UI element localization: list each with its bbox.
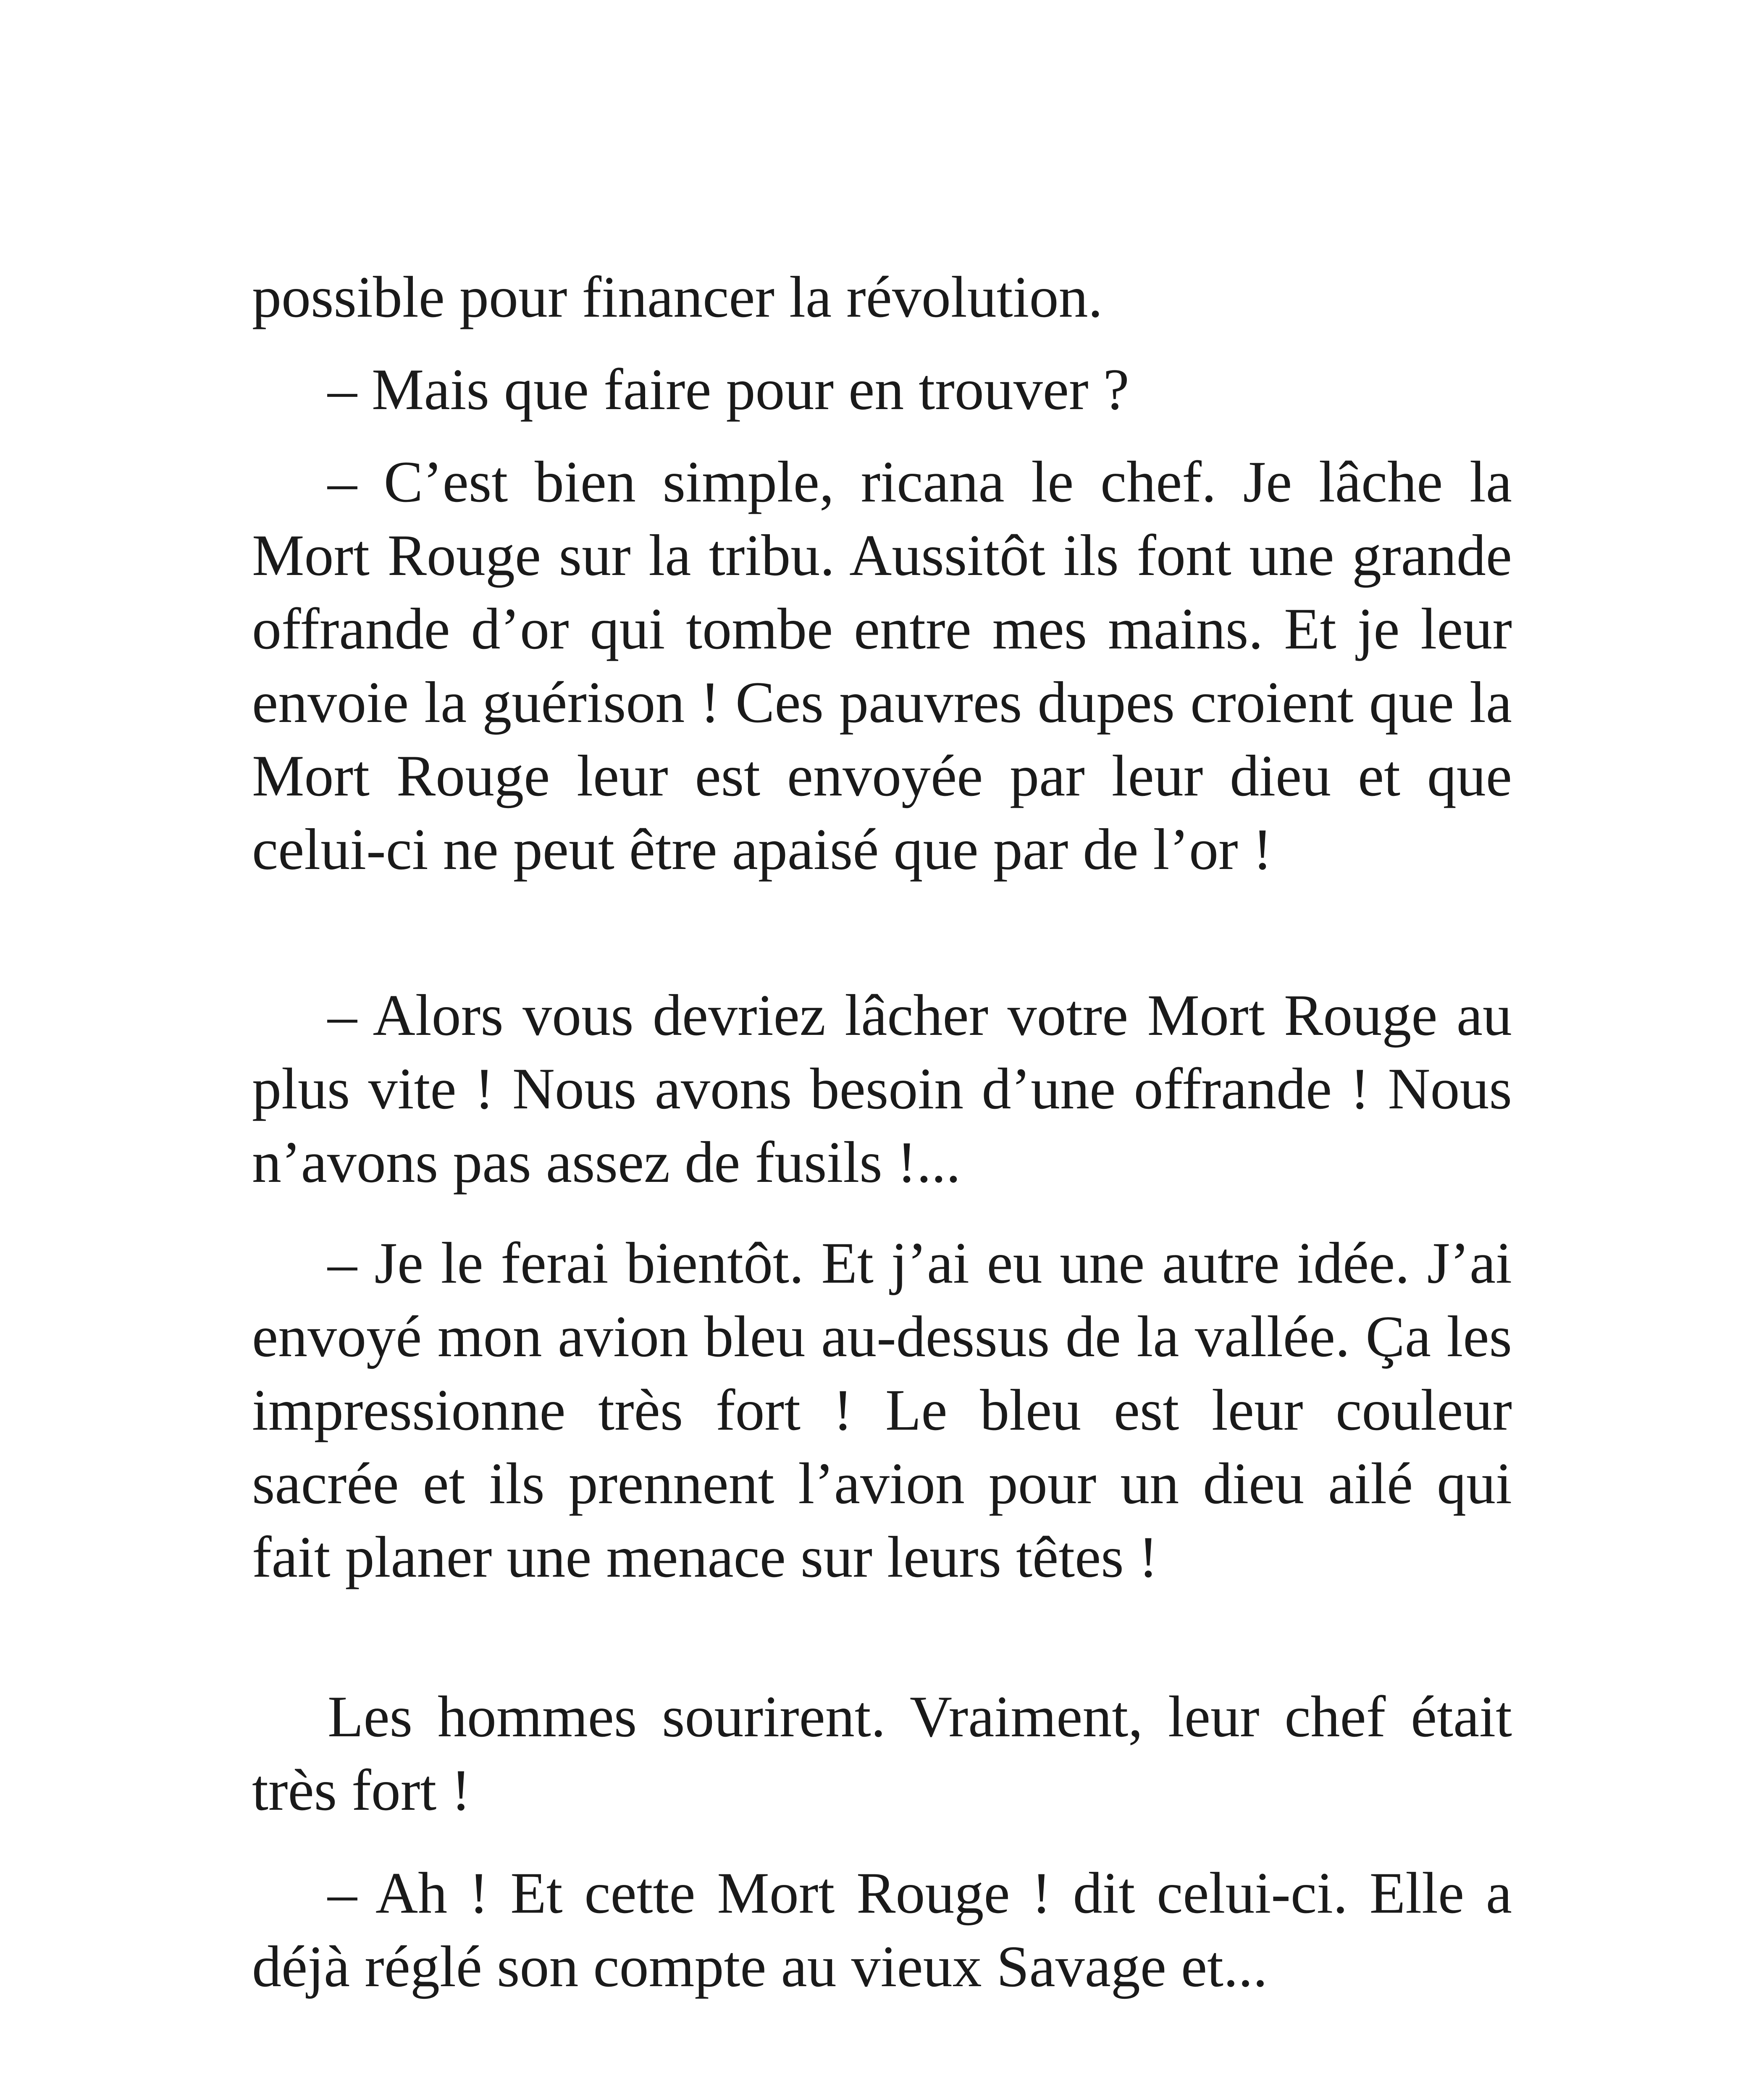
paragraph-dialogue: – C’est bien simple, ricana le chef. Je lâche la Mort Rouge sur la tribu. Aussitôt ils font une grande offrande d’or qui tombe entre mes mains. Et je leur envoie la guérison ! Ces pauvres dupes croient que la Mort Rouge leur est envoyée par leur dieu et que celui-ci ne peut être apaisé que par de l’or ! (252, 449, 1512, 882)
paragraph-narration: Les hommes sourirent. Vraiment, leur chef était très fort ! (252, 1684, 1512, 1823)
paragraph-dialogue: – Mais que faire pour en trouver ? (328, 357, 1129, 422)
paragraph-continuation: possible pour financer la révolution. (252, 265, 1103, 330)
paragraph-dialogue: – Alors vous devriez lâcher votre Mort Rouge au plus vite ! Nous avons besoin d’une offrande ! Nous n’avons pas assez de fusils !... (252, 983, 1512, 1195)
paragraph-dialogue: – Ah ! Et cette Mort Rouge ! dit celui-ci. Elle a déjà réglé son compte au vieux Savage et... (252, 1861, 1512, 1999)
paragraph-dialogue: – Je le ferai bientôt. Et j’ai eu une autre idée. J’ai envoyé mon avion bleu au-dessus de la vallée. Ça les impressionne très fort ! Le bleu est leur couleur sacrée et ils prennent l’avion pour un dieu ailé qui fait planer une menace sur leurs têtes ! (252, 1231, 1512, 1590)
